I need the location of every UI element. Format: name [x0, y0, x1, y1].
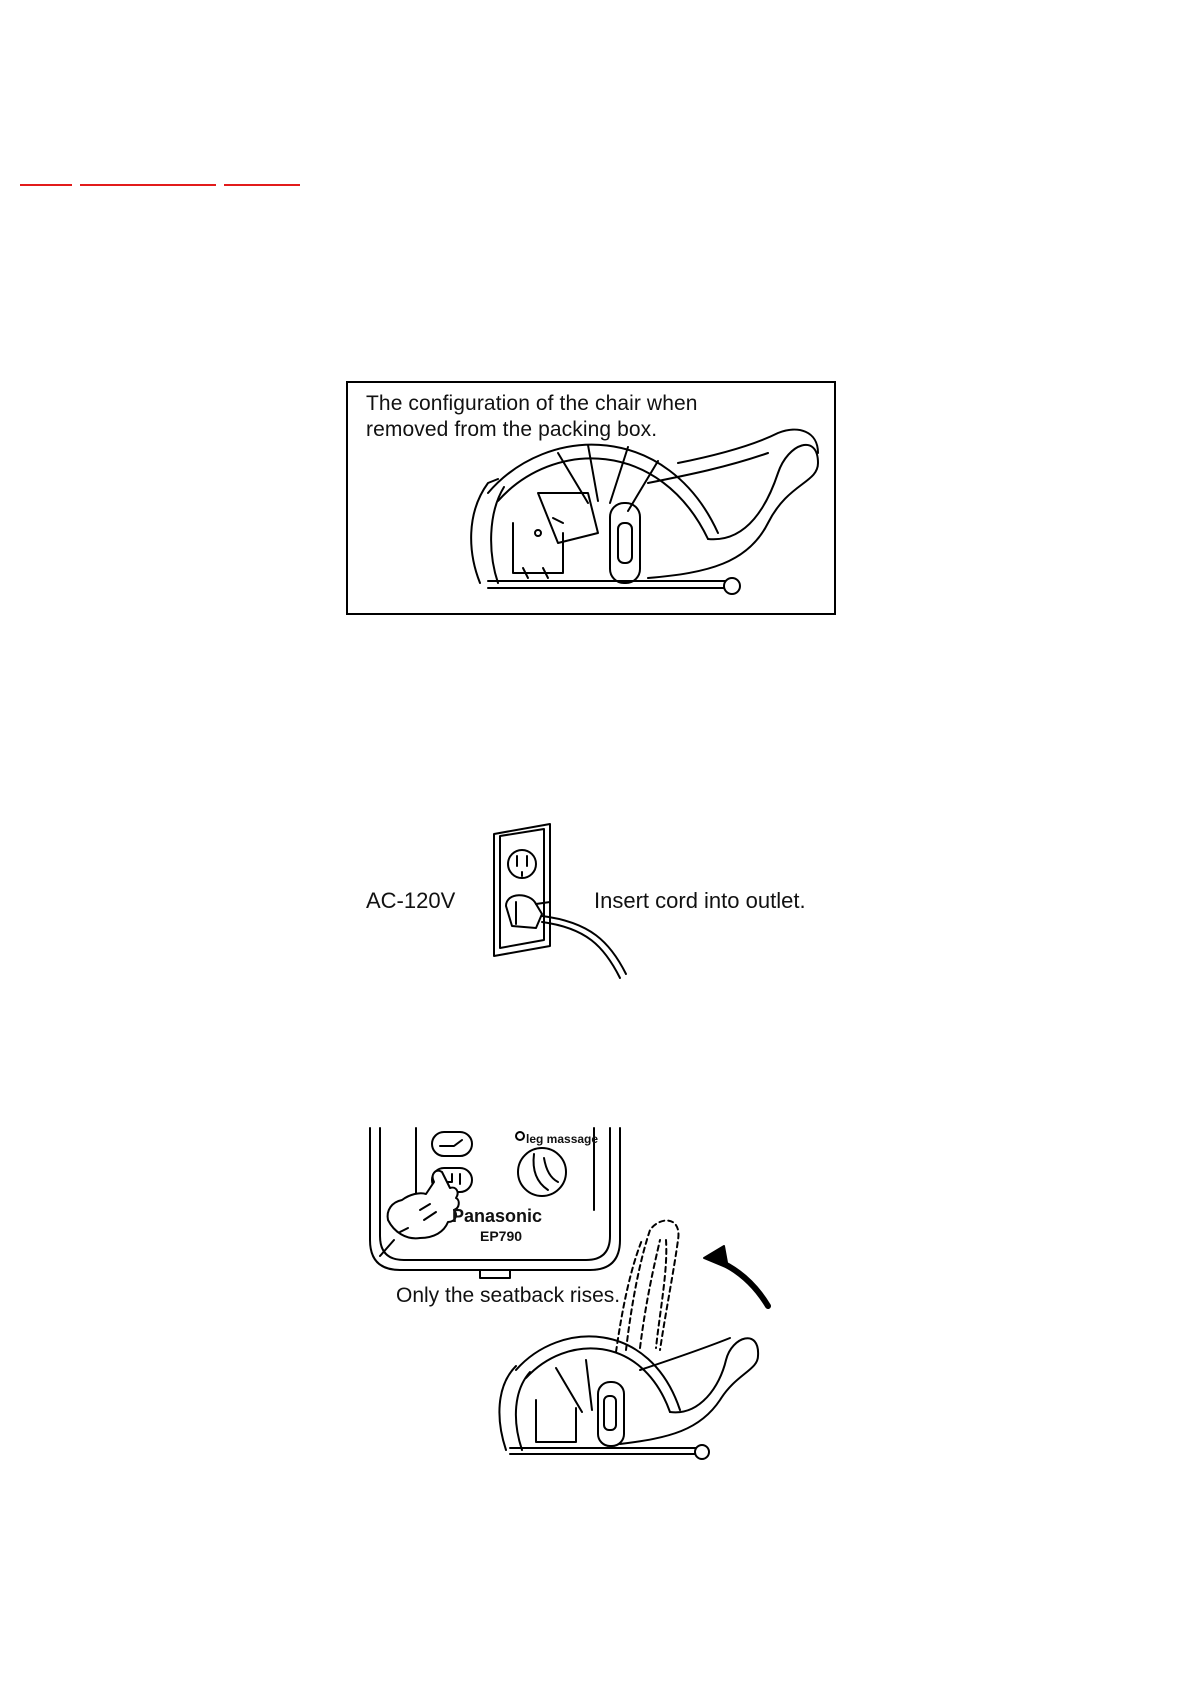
voltage-label: AC-120V [366, 888, 456, 913]
packing-figure [346, 381, 836, 615]
seatback-caption: Only the seatback rises. [396, 1284, 621, 1307]
packing-caption-line2: removed from the packing box. [366, 418, 658, 441]
outlet-figure [360, 822, 850, 982]
nav-link-2[interactable] [80, 172, 216, 186]
packing-caption [366, 391, 698, 443]
nav-link-3[interactable] [224, 172, 300, 186]
nav-link-1[interactable] [20, 172, 72, 186]
nav-links [20, 172, 320, 186]
remote-figure [360, 1120, 850, 1480]
packing-caption-line1: The configuration of the chair when [366, 392, 698, 415]
model-label: EP790 [480, 1228, 523, 1244]
brand-label: Panasonic [452, 1206, 543, 1226]
leg-massage-label: leg massage [526, 1132, 599, 1146]
outlet-instruction: Insert cord into outlet. [594, 888, 806, 913]
